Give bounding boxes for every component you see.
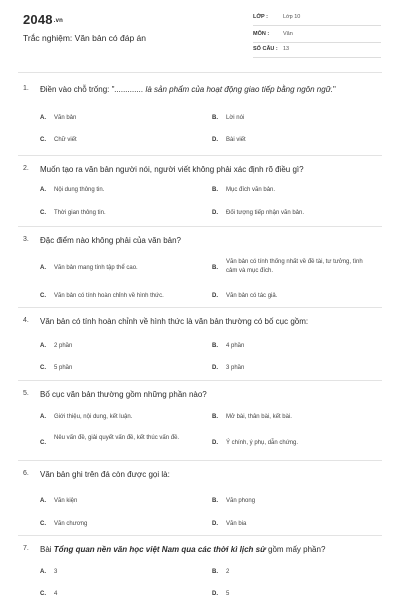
- question-text: Muốn tạo ra văn bản người nói, người viết không phải xác định rõ điều gì?: [40, 165, 304, 174]
- option-letter: A.: [40, 265, 46, 271]
- question-divider: [18, 307, 382, 308]
- option-letter: C.: [40, 137, 46, 143]
- question-text-pre: Điền vào chỗ trống: ": [40, 85, 115, 94]
- option-text: Mở bài, thân bài, kết bài.: [226, 414, 292, 420]
- question-text: [40, 544, 380, 556]
- option-text: Ý chính, ý phụ, dẫn chứng.: [226, 440, 299, 446]
- option-text: Đối tượng tiếp nhận văn bản.: [226, 210, 305, 216]
- option-letter: C.: [40, 440, 46, 446]
- question-text-italic: ............. là sản phẩm của hoạt động giao tiếp bằng ngôn ngữ.: [114, 85, 333, 94]
- option-letter: C.: [40, 210, 46, 216]
- logo-text: 2048: [23, 12, 53, 27]
- page-header: [0, 0, 400, 66]
- option-text: Thời gian thông tin.: [54, 210, 106, 216]
- meta-key: SỐ CÂU :: [253, 46, 278, 52]
- meta-value: Văn: [283, 31, 293, 37]
- header-divider: [18, 72, 382, 73]
- option-letter: C.: [40, 293, 46, 299]
- option-letter: B.: [212, 498, 218, 504]
- option-letter: D.: [212, 137, 218, 143]
- option-text: Văn bản có tác giả.: [226, 293, 278, 299]
- option-letter: B.: [212, 414, 218, 420]
- question-number: 6.: [23, 470, 29, 477]
- option-text: Văn kiện: [54, 498, 78, 504]
- option-text: Lời nói: [226, 115, 245, 121]
- option-text: 4 phần: [226, 343, 245, 349]
- meta-row-subject: [253, 29, 381, 43]
- option-text: Văn phong: [226, 498, 256, 504]
- question-text: Văn bản ghi trên đá còn được gọi là:: [40, 470, 170, 479]
- meta-key: LỚP :: [253, 14, 268, 20]
- site-logo[interactable]: [23, 12, 63, 27]
- option-text: Giới thiệu, nội dung, kết luận.: [54, 414, 133, 420]
- option-text: 5: [226, 591, 230, 597]
- question-text: [40, 84, 380, 96]
- option-letter: D.: [212, 365, 218, 371]
- question-number: 5.: [23, 390, 29, 397]
- question-text-pre: Bài: [40, 545, 54, 554]
- option-text: 3 phần: [226, 365, 245, 371]
- question-number: 2.: [23, 165, 29, 172]
- option-text: Nội dung thông tin.: [54, 187, 105, 193]
- meta-row-class: [253, 12, 381, 26]
- option-letter: A.: [40, 187, 46, 193]
- option-letter: A.: [40, 569, 46, 575]
- question-divider: [18, 460, 382, 461]
- question-divider: [18, 380, 382, 381]
- question-number: 4.: [23, 317, 29, 324]
- option-letter: B.: [212, 115, 218, 121]
- option-text: 2: [226, 569, 230, 575]
- question-text: Văn bản có tính hoàn chỉnh về hình thức là văn bản thường có bố cục gồm:: [40, 317, 309, 326]
- option-letter: B.: [212, 265, 218, 271]
- option-letter: D.: [212, 293, 218, 299]
- option-text: Chữ viết: [54, 137, 77, 143]
- option-text: 3: [54, 569, 58, 575]
- option-text: 5 phần: [54, 365, 73, 371]
- question-text: Bố cục văn bản thường gồm những phần nào?: [40, 390, 207, 399]
- option-text: Văn bản có tính thống nhất về đề tài, tư tưởng, tình cảm và mục đích.: [226, 259, 363, 274]
- option-text: Mục đích văn bản.: [226, 187, 276, 193]
- option-letter: C.: [40, 591, 46, 597]
- question-text-post: ": [333, 85, 336, 94]
- question-number: 1.: [23, 85, 29, 92]
- question-divider: [18, 155, 382, 156]
- option-letter: A.: [40, 115, 46, 121]
- option-text: Văn bản: [54, 115, 77, 121]
- option-letter: A.: [40, 498, 46, 504]
- meta-key: MÔN :: [253, 31, 270, 37]
- option-letter: B.: [212, 569, 218, 575]
- option-text: Văn bia: [226, 521, 247, 527]
- option-letter: D.: [212, 591, 218, 597]
- question-text: Đặc điểm nào không phải của văn bản?: [40, 236, 181, 245]
- option-text: Bài viết: [226, 137, 246, 143]
- question-divider: [18, 535, 382, 536]
- question-divider: [18, 226, 382, 227]
- option-letter: A.: [40, 343, 46, 349]
- option-text: Văn bản mang tính tập thể cao.: [54, 265, 138, 271]
- question-text-post: gồm mấy phần?: [265, 545, 326, 554]
- option-letter: C.: [40, 365, 46, 371]
- question-number: 7.: [23, 545, 29, 552]
- option-letter: A.: [40, 414, 46, 420]
- meta-row-count: [253, 44, 381, 58]
- option-letter: D.: [212, 210, 218, 216]
- page-title: Trắc nghiệm: Văn bản có đáp án: [23, 33, 147, 43]
- option-text: 4: [54, 591, 58, 597]
- option-letter: C.: [40, 521, 46, 527]
- meta-value: Lớp 10: [283, 14, 301, 20]
- option-text: Nêu vấn đề, giải quyết vấn đề, kết thúc vấn đề.: [54, 435, 180, 441]
- option-text: Văn bản có tính hoàn chỉnh về hình thức.: [54, 293, 164, 299]
- option-text: 2 phần: [54, 343, 73, 349]
- question-text-bold: Tổng quan nền văn học việt Nam qua các thời kì lịch sử: [53, 545, 266, 554]
- question-number: 3.: [23, 236, 29, 243]
- logo-suffix: .vn: [53, 18, 64, 24]
- option-letter: D.: [212, 521, 218, 527]
- option-letter: B.: [212, 343, 218, 349]
- meta-value: 13: [283, 46, 290, 52]
- option-text: Văn chương: [54, 521, 88, 527]
- option-letter: D.: [212, 440, 218, 446]
- option-letter: B.: [212, 187, 218, 193]
